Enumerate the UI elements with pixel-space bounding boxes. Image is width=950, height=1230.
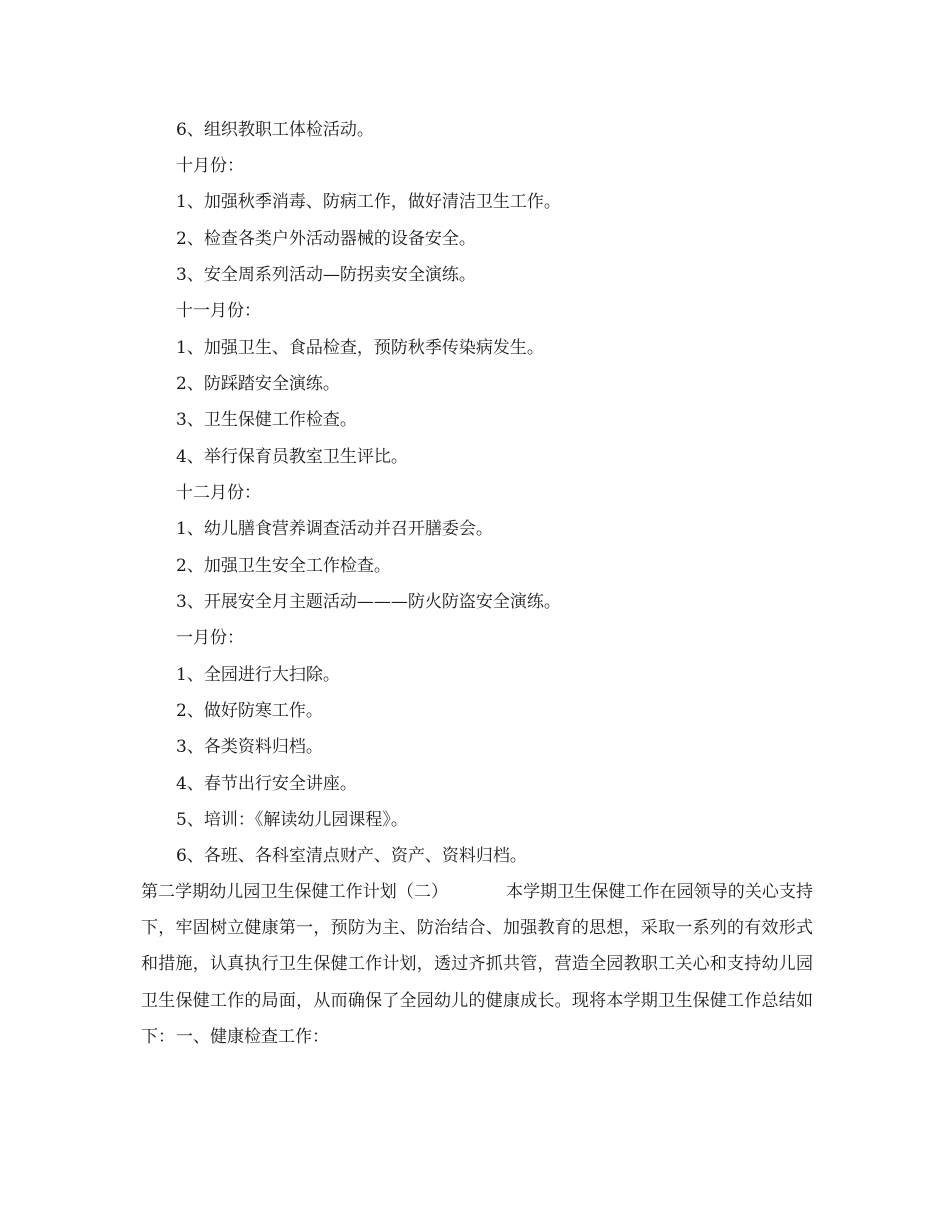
text-line: 1、加强卫生、食品检查，预防秋季传染病发生。 [176,338,544,358]
text-line: 3、各类资料归档。 [176,737,323,757]
text-line: 1、加强秋季消毒、防病工作，做好清洁卫生工作。 [176,192,561,212]
text-line: 5、培训：《解读幼儿园课程》。 [176,810,408,830]
text-line: 2、检查各类户外活动器械的设备安全。 [176,229,476,249]
text-line: 4、春节出行安全讲座。 [176,774,357,794]
text-line: 3、开展安全月主题活动———防火防盗安全演练。 [176,592,561,612]
section-body: 本学期卫生保健工作在园领导的关心支持下，牢固树立健康第一，预防为主、防治结合、加强教育的思想，采取一系列的有效形式和措施，认真执行卫生保健工作计划，透过齐抓共管，营造全园教职工关心和支持幼儿园卫生保健工作的局面，从而确保了全园幼儿的健康成长。现将本学期卫生保健工作总结如下： [141,882,813,1047]
sub-heading: 一、健康检查工作： [176,1027,329,1047]
text-line: 1、幼儿膳食营养调查活动并召开膳委会。 [176,519,493,539]
text-line: 2、防踩踏安全演练。 [176,374,340,394]
section-title: 第二学期幼儿园卫生保健工作计划（二） [141,882,448,902]
text-line: 2、加强卫生安全工作检查。 [176,556,391,576]
text-line: 3、卫生保健工作检查。 [176,410,357,430]
text-line: 2、做好防寒工作。 [176,701,323,721]
month-heading: 一月份： [176,628,244,648]
month-heading: 十一月份： [176,301,261,321]
text-line: 1、全园进行大扫除。 [176,665,340,685]
text-line: 3、安全周系列活动—防拐卖安全演练。 [176,265,476,285]
text-line: 6、组织教职工体检活动。 [176,120,374,140]
month-heading: 十月份： [176,156,244,176]
text-line: 4、举行保育员教室卫生评比。 [176,447,408,467]
month-heading: 十二月份： [176,483,261,503]
text-line: 6、各班、各科室清点财产、资产、资料归档。 [176,846,527,866]
